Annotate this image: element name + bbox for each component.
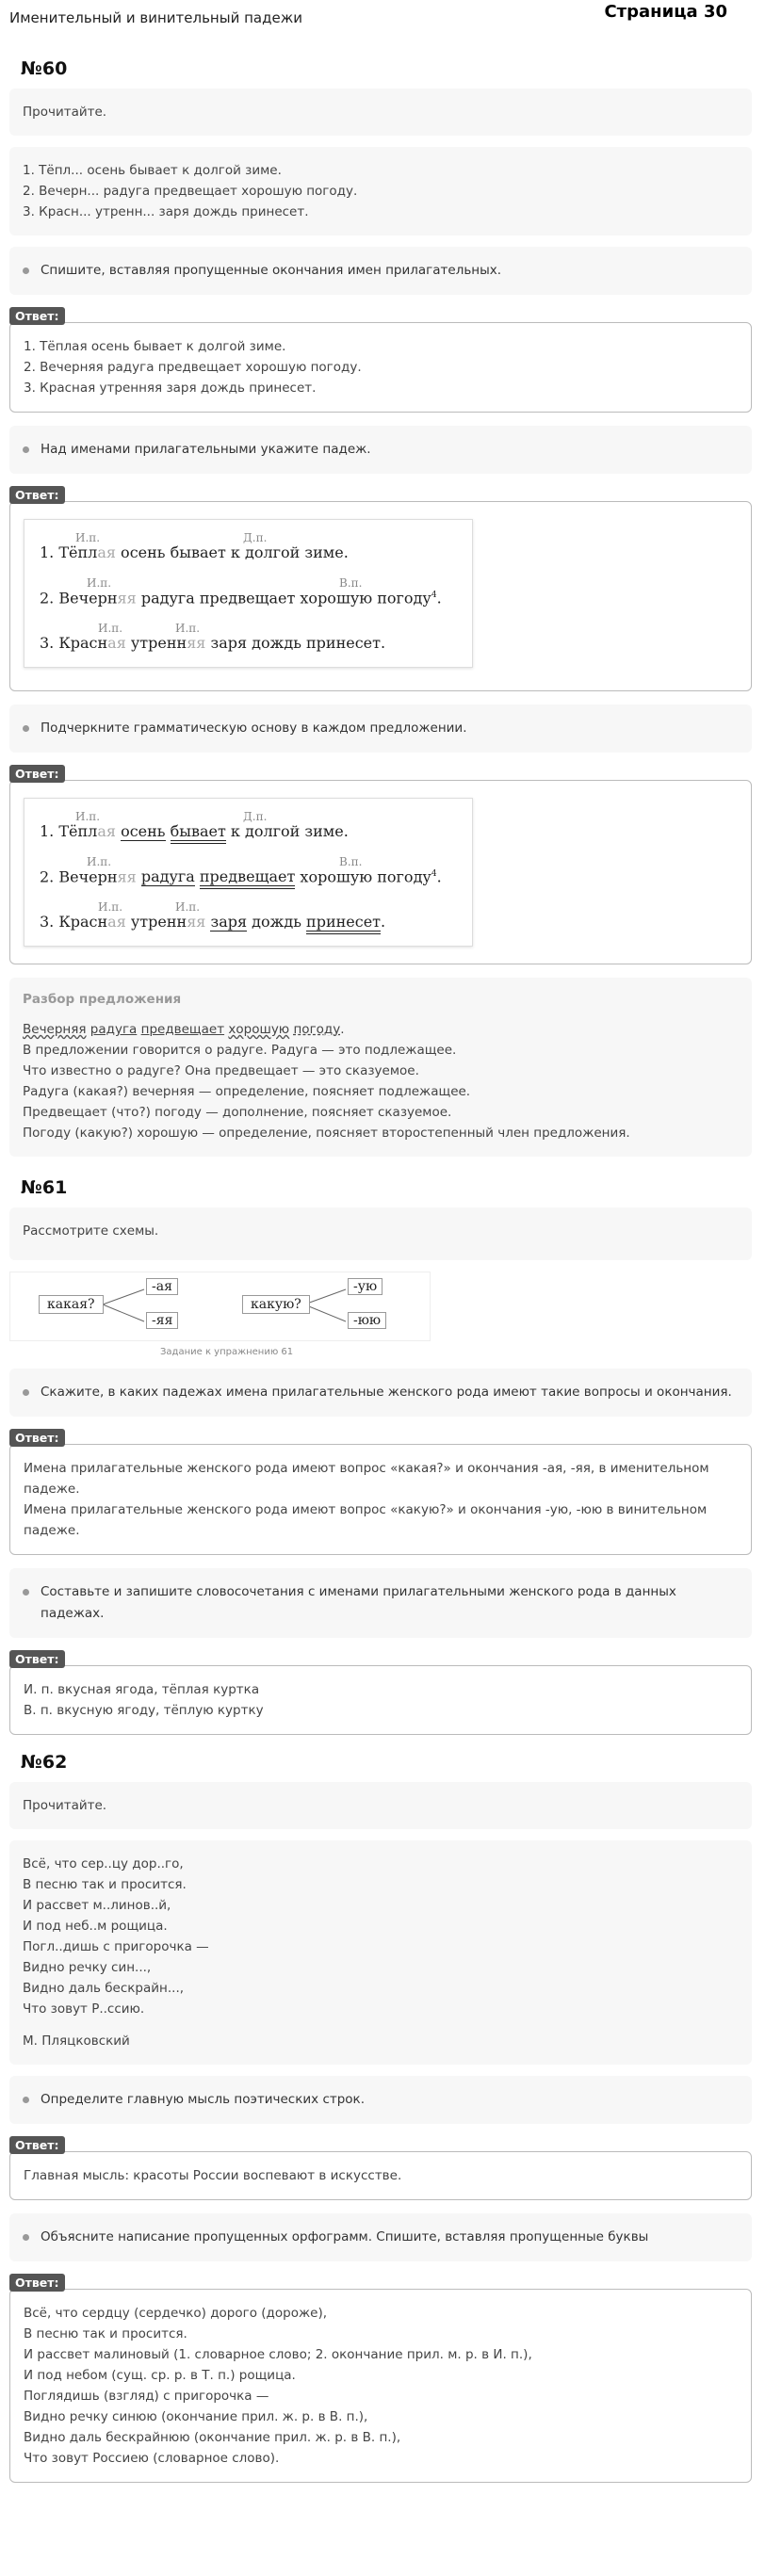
exercise-60-answer-3 <box>9 780 752 964</box>
bullet-icon <box>23 267 29 274</box>
case-card <box>24 519 473 668</box>
case-mark: В.п. <box>339 855 363 868</box>
answer-label: Ответ: <box>9 2274 65 2292</box>
exercise-61-instruction: Рассмотрите схемы. <box>9 1207 752 1260</box>
task-text: Определите главную мысль поэтических строк. <box>41 2092 365 2107</box>
exercise-62-answer-1 <box>9 2151 752 2200</box>
case-mark: И.п. <box>98 622 123 635</box>
question-box: какую? <box>242 1295 310 1314</box>
exercise-60-text <box>9 147 752 235</box>
exercise-62-task-2 <box>9 2213 752 2261</box>
case-mark: В.п. <box>339 576 363 590</box>
exercise-60-answer-1 <box>9 322 752 413</box>
ending-scheme <box>9 1272 431 1341</box>
exercise-60-task-3 <box>9 705 752 753</box>
bullet-icon <box>23 1589 29 1596</box>
answer-line: Видно даль бескрайнюю (окончание прил. ж. р. в В. п.), <box>24 2430 401 2445</box>
case-mark: И.п. <box>75 531 101 544</box>
page-number: Страница 30 <box>604 2 727 22</box>
answer-line: И. п. вкусная ягода, тёплая куртка <box>24 1682 260 1697</box>
ending-box: -ую <box>348 1278 382 1295</box>
parse-line: В предложении говорится о радуге. Радуга — это подлежащее. <box>23 1043 457 1058</box>
answer-line: Имена прилагательные женского рода имеют вопрос «какая?» и окончания -ая, -яя, в именительном падеже. <box>24 1461 709 1497</box>
exercise-62-answer-2 <box>9 2289 752 2483</box>
poem-line: Видно речку син..., <box>23 1960 152 1975</box>
subject: осень <box>121 822 166 840</box>
sentence-3: 3. Красная утренняя заря дождь принесет. <box>40 912 385 932</box>
poem-author: М. Пляцковский <box>23 2033 130 2049</box>
predicate: бывает <box>171 822 226 844</box>
exercise-61-number: №61 <box>21 1177 68 1198</box>
exercise-60-task-1 <box>9 247 752 295</box>
poem-line: Погл..дишь с пригорочка — <box>23 1939 209 1954</box>
predicate: предвещает <box>200 867 295 889</box>
parse-title: Разбор предложения <box>23 992 182 1007</box>
answer-line: В. п. вкусную ягоду, тёплую куртку <box>24 1703 264 1718</box>
parse-line: Предвещает (что?) погоду — дополнение, поясняет сказуемое. <box>23 1105 452 1120</box>
poem-line: И под неб..м рощица. <box>23 1919 168 1934</box>
answer-line: И рассвет малиновый (1. словарное слово; 2. окончание прил. м. р. в И. п.), <box>24 2347 532 2362</box>
answer-line: В песню так и просится. <box>24 2326 187 2341</box>
answer-label: Ответ: <box>9 307 65 325</box>
sentence-1: 1. Тёплая осень бывает к долгой зиме. <box>40 821 349 842</box>
case-mark: Д.п. <box>243 531 268 544</box>
task-text: Над именами прилагательными укажите падеж. <box>41 442 371 457</box>
question-box: какая? <box>39 1295 104 1314</box>
topic-title: Именительный и винительный падежи <box>9 9 302 26</box>
exercise-60-number: №60 <box>21 58 68 79</box>
exercise-60-task-2 <box>9 426 752 474</box>
ending-box: -юю <box>348 1312 386 1329</box>
answer-line: И под небом (сущ. ср. р. в Т. п.) рощица. <box>24 2368 296 2383</box>
text-line: 2. Вечерн... радуга предвещает хорошую погоду. <box>23 184 358 199</box>
exercise-62-number: №62 <box>21 1752 68 1773</box>
exercise-62-task-1 <box>9 2076 752 2124</box>
poem-line: Что зовут Р..ссию. <box>23 2001 145 2017</box>
exercise-62-poem <box>9 1840 752 2065</box>
parse-line: Что известно о радуге? Она предвещает — это сказуемое. <box>23 1063 419 1078</box>
subject: радуга <box>140 867 195 885</box>
exercise-61-task-2 <box>9 1568 752 1638</box>
predicate: принесет <box>306 913 381 934</box>
sentence-2: 2. Вечерняя радуга предвещает хорошую погоду$^4$. <box>40 864 442 887</box>
case-mark: И.п. <box>87 855 112 868</box>
parsed-sentence: Вечерняя радуга предвещает хорошую погоду. <box>23 1022 345 1037</box>
case-mark: И.п. <box>87 576 112 590</box>
task-text: Составьте и запишите словосочетания с именами прилагательными женского рода в данных падежах. <box>41 1584 676 1621</box>
poem-line: Видно даль бескрайн..., <box>23 1981 185 1996</box>
task-text: Подчеркните грамматическую основу в каждом предложении. <box>41 721 467 736</box>
text-line: 1. Тёпл... осень бывает к долгой зиме. <box>23 163 282 178</box>
ending-box: -ая <box>146 1278 178 1295</box>
case-mark: Д.п. <box>243 810 268 823</box>
answer-line: Поглядишь (взгляд) с пригорочка — <box>24 2389 269 2404</box>
answer-label: Ответ: <box>9 765 65 783</box>
exercise-61-task-1 <box>9 1369 752 1417</box>
scheme-caption: Задание к упражнению 61 <box>160 1347 294 1357</box>
exercise-60-instruction: Прочитайте. <box>9 89 752 136</box>
answer-line: Имена прилагательные женского рода имеют вопрос «какую?» и окончания -ую, -юю в винительном падеже. <box>24 1502 708 1538</box>
answer-label: Ответ: <box>9 2136 65 2154</box>
page-header <box>0 0 765 55</box>
case-mark: И.п. <box>175 622 201 635</box>
answer-label: Ответ: <box>9 1650 65 1668</box>
exercise-61-answer-2 <box>9 1665 752 1735</box>
answer-line: 2. Вечерняя радуга предвещает хорошую погоду. <box>24 360 362 375</box>
answer-line: Всё, что сердцу (сердечко) дорого (дороже), <box>24 2306 327 2321</box>
answer-line: Главная мысль: красоты России воспевают в искусстве. <box>24 2168 402 2183</box>
answer-line: 3. Красная утренняя заря дождь принесет. <box>24 381 317 396</box>
parse-line: Радуга (какая?) вечерняя — определение, поясняет подлежащее. <box>23 1084 471 1099</box>
bullet-icon <box>23 2234 29 2241</box>
sentence-3: 3. Красная утренняя заря дождь принесет. <box>40 634 386 652</box>
poem-line: В песню так и просится. <box>23 1877 187 1892</box>
task-text: Спишите, вставляя пропущенные окончания имен прилагательных. <box>41 263 502 278</box>
bullet-icon <box>23 725 29 732</box>
bullet-icon <box>23 1389 29 1396</box>
grammar-base-card <box>24 798 473 947</box>
answer-line: 1. Тёплая осень бывает к долгой зиме. <box>24 339 286 354</box>
exercise-60-answer-2 <box>9 501 752 691</box>
sentence-2: 2. Вечерняя радуга предвещает хорошую погоду$^4$. <box>40 589 442 607</box>
answer-line: Что зовут Россиею (словарное слово). <box>24 2451 280 2466</box>
sentence-parse <box>9 978 752 1157</box>
text-line: 3. Красн... утренн... заря дождь принесет. <box>23 204 309 219</box>
poem-line: И рассвет м..линов..й, <box>23 1898 171 1913</box>
answer-line: Видно речку синюю (окончание прил. ж. р. в В. п.), <box>24 2409 368 2424</box>
task-text: Объясните написание пропущенных орфограмм. Спишите, вставляя пропущенные буквы <box>41 2229 649 2244</box>
task-text: Скажите, в каких падежах имена прилагательные женского рода имеют такие вопросы и окончания. <box>41 1385 732 1400</box>
bullet-icon <box>23 446 29 453</box>
exercise-61-answer-1 <box>9 1444 752 1555</box>
case-mark: И.п. <box>98 900 123 914</box>
bullet-icon <box>23 2097 29 2103</box>
subject: заря <box>210 913 248 931</box>
case-mark: И.п. <box>75 810 101 823</box>
ending-box: -яя <box>146 1312 178 1329</box>
poem-line: Всё, что сер..цу дор..го, <box>23 1856 184 1871</box>
case-mark: И.п. <box>175 900 201 914</box>
answer-label: Ответ: <box>9 1429 65 1447</box>
exercise-62-instruction: Прочитайте. <box>9 1782 752 1829</box>
answer-label: Ответ: <box>9 486 65 504</box>
parse-line: Погоду (какую?) хорошую — определение, поясняет второстепенный член предложения. <box>23 1126 630 1141</box>
sentence-1: 1. Тёплая осень бывает к долгой зиме. <box>40 543 349 561</box>
